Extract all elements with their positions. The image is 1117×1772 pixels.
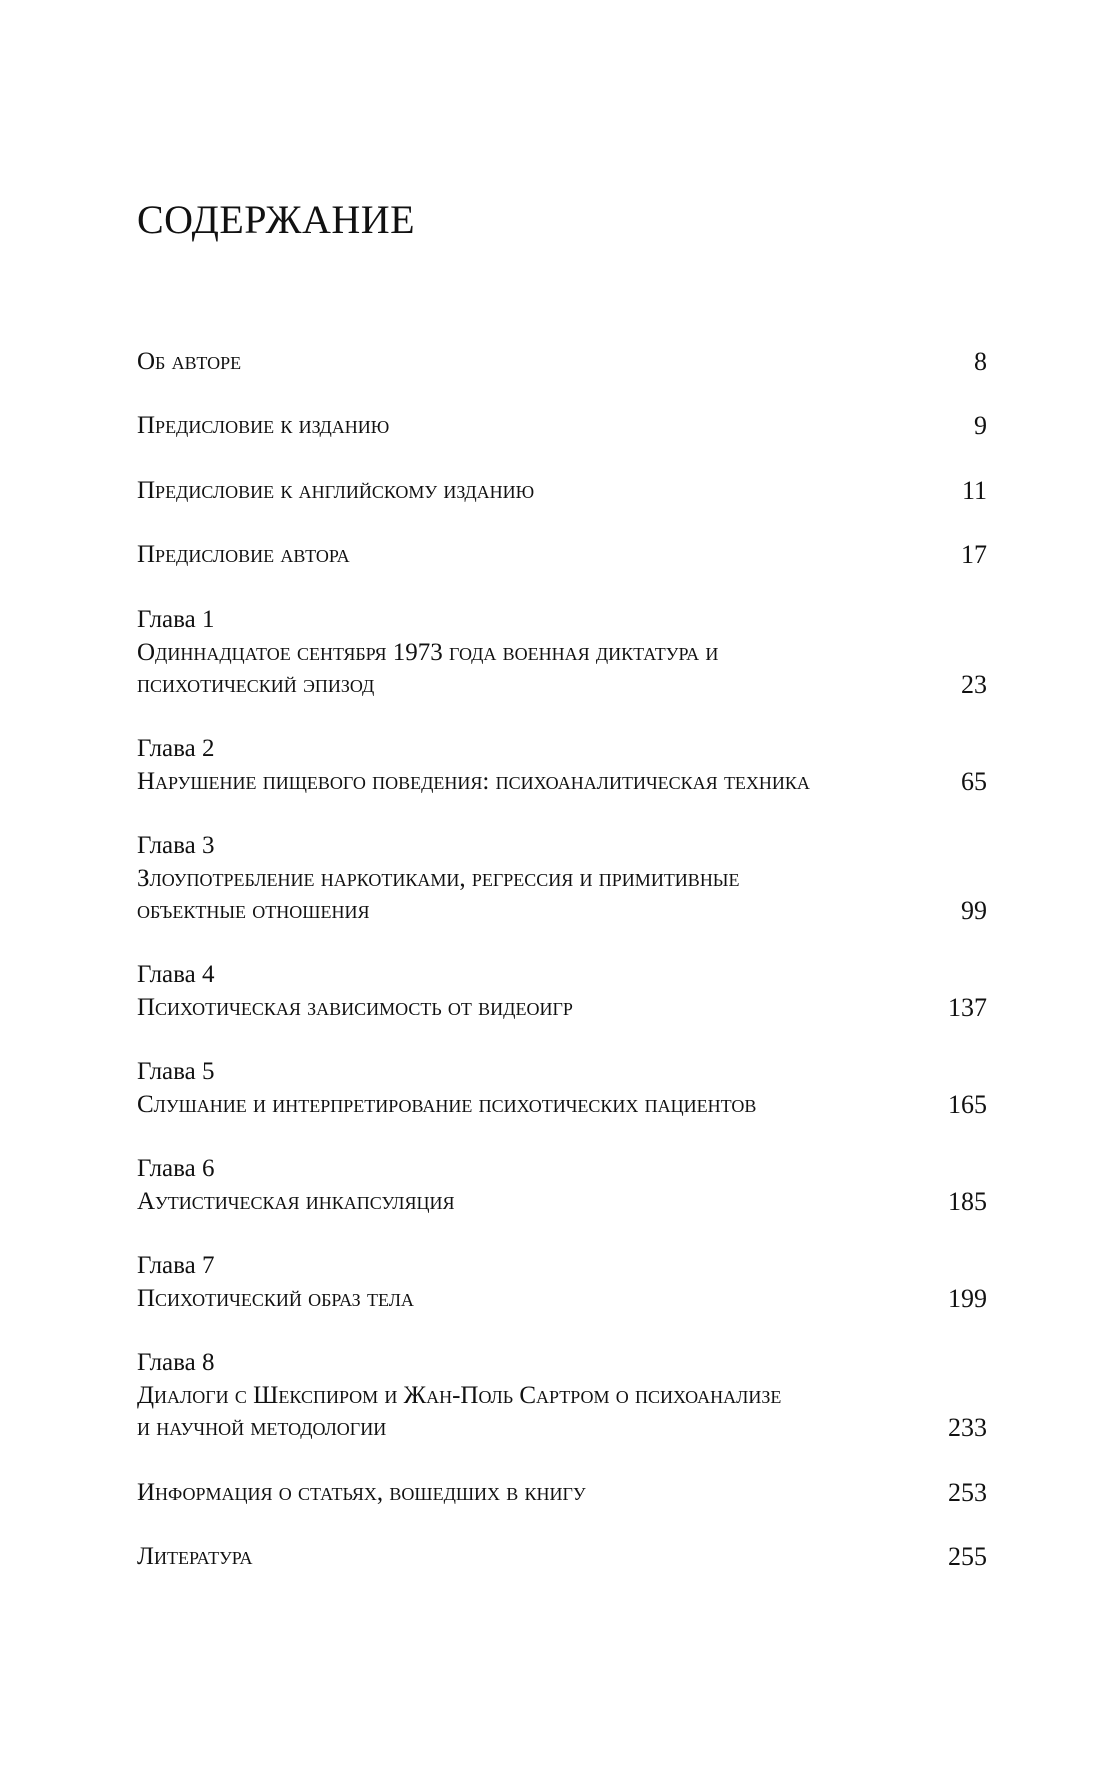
- chapter-label: Глава 6: [137, 1155, 215, 1182]
- toc-chapter-title-line: [137, 1411, 987, 1445]
- toc-entry-bibliography: [137, 1540, 987, 1574]
- toc-entry-preface-edition: [137, 409, 987, 443]
- toc-chapter-title-line: [137, 991, 987, 1025]
- toc-entry-title: Слушание и интерпретирование психотических пациентов: [137, 1091, 757, 1118]
- toc-chapter-title-line: [137, 668, 987, 702]
- toc-entry-title: и научной методологии: [137, 1414, 387, 1441]
- toc-entry-title: Предисловие к английскому изданию: [137, 477, 535, 504]
- toc-entry-preface-english: [137, 474, 987, 508]
- toc-chapter-label: [137, 1152, 987, 1186]
- toc-entry-page: 255: [948, 1542, 987, 1571]
- toc-entry-page: 233: [948, 1413, 987, 1442]
- toc-chapter-title-line: [137, 765, 987, 799]
- toc-chapter-title-line: [137, 1185, 987, 1219]
- toc-entry-title: Аутистическая инкапсуляция: [137, 1188, 455, 1215]
- toc-entry-about-author: [137, 345, 987, 379]
- toc-entry-page: 65: [961, 767, 987, 796]
- toc-entry-page: 253: [948, 1478, 987, 1507]
- toc-chapter-title-line: [137, 1088, 987, 1122]
- toc-chapter-label: [137, 732, 987, 766]
- toc-entry-page: 99: [961, 896, 987, 925]
- toc-entry-page: 23: [961, 670, 987, 699]
- page-title: СОДЕРЖАНИЕ: [137, 197, 416, 242]
- chapter-label: Глава 1: [137, 606, 215, 633]
- chapter-label: Глава 8: [137, 1349, 215, 1376]
- toc-chapter-label: [137, 1346, 987, 1380]
- toc-chapter-title-line: [137, 1379, 987, 1413]
- chapter-label: Глава 5: [137, 1058, 215, 1085]
- toc-entry-title: Одиннадцатое сентября 1973 года военная диктатура и: [137, 639, 719, 666]
- toc-chapter-label: [137, 829, 987, 863]
- toc-chapter-label: [137, 603, 987, 637]
- toc-entry-page: 11: [961, 476, 987, 505]
- toc-entry-page: 199: [948, 1284, 987, 1313]
- toc-entry-title: Злоупотребление наркотиками, регрессия и примитивные: [137, 865, 740, 892]
- toc-entry-title: объектные отношения: [137, 897, 370, 924]
- toc-entry-page: 8: [974, 347, 987, 376]
- toc-entry-articles-info: [137, 1476, 987, 1510]
- toc-entry-title: Предисловие к изданию: [137, 412, 390, 439]
- toc-entry-page: 17: [961, 540, 987, 569]
- chapter-label: Глава 2: [137, 735, 215, 762]
- toc-entry-title: Информация о статьях, вошедших в книгу: [137, 1479, 586, 1506]
- toc-entry-title: психотический эпизод: [137, 671, 375, 698]
- toc-entry-author-preface: [137, 538, 987, 572]
- toc-entry-title: Литература: [137, 1543, 253, 1570]
- toc-entry-title: Об авторе: [137, 348, 242, 375]
- toc-chapter-label: [137, 1249, 987, 1283]
- chapter-label: Глава 4: [137, 961, 215, 988]
- toc-entry-page: 9: [974, 411, 987, 440]
- toc-entry-page: 185: [948, 1187, 987, 1216]
- toc-chapter-title-line: [137, 1282, 987, 1316]
- chapter-label: Глава 3: [137, 832, 215, 859]
- toc-chapter-title-line: [137, 862, 987, 896]
- toc-entry-title: Психотический образ тела: [137, 1285, 414, 1312]
- toc-entry-title: Диалоги с Шекспиром и Жан-Поль Сартром о психоанализе: [137, 1382, 782, 1409]
- chapter-label: Глава 7: [137, 1252, 215, 1279]
- toc-entry-page: 137: [948, 993, 987, 1022]
- toc-entry-page: 165: [948, 1090, 987, 1119]
- toc-entry-title: Нарушение пищевого поведения: психоаналитическая техника: [137, 768, 810, 795]
- toc-chapter-label: [137, 1055, 987, 1089]
- toc-chapter-title-line: [137, 894, 987, 928]
- toc-entry-title: Предисловие автора: [137, 541, 350, 568]
- toc-chapter-label: [137, 958, 987, 992]
- toc-entry-title: Психотическая зависимость от видеоигр: [137, 994, 573, 1021]
- toc-chapter-title-line: [137, 636, 987, 670]
